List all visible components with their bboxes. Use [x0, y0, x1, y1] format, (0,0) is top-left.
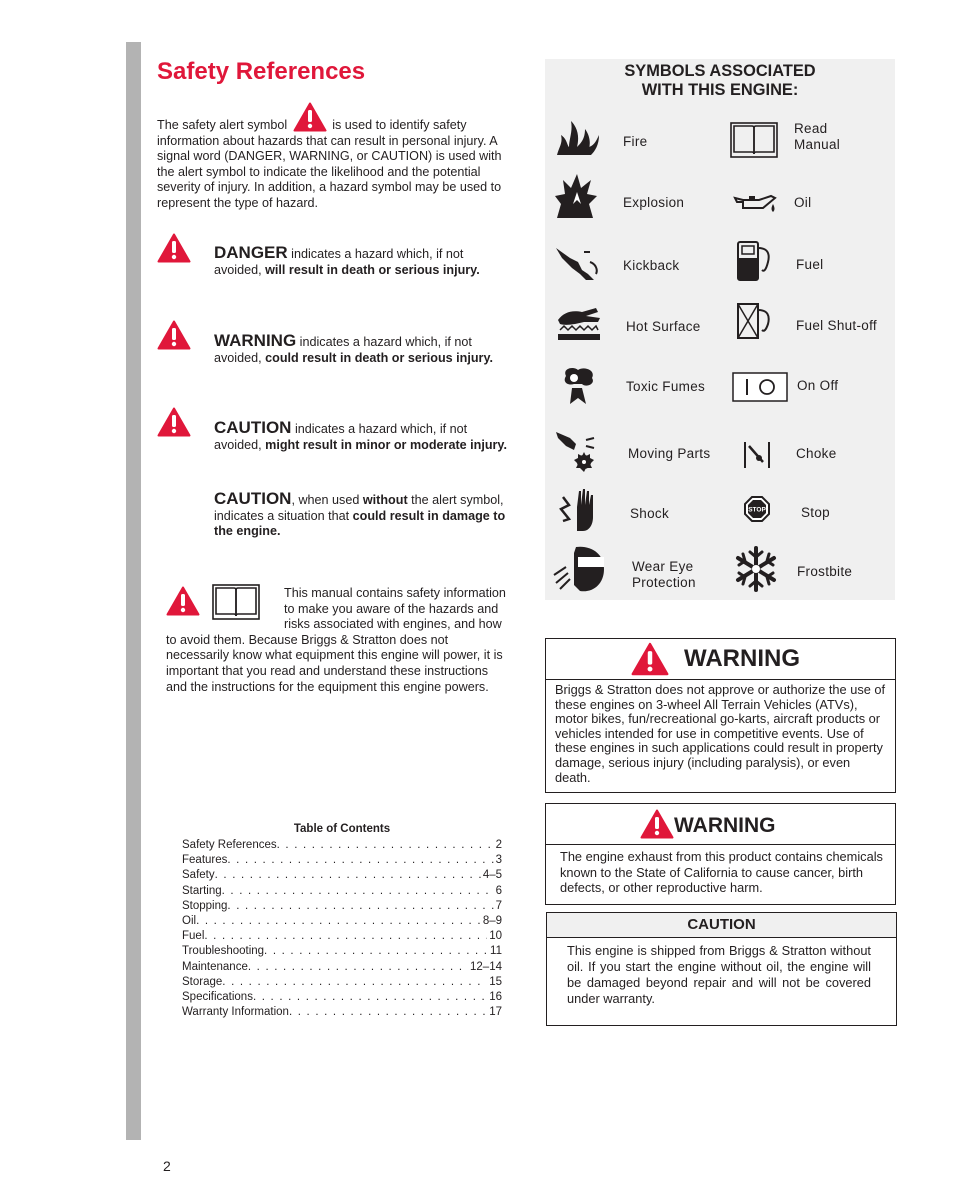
- caution-no-alert-definition: [214, 491, 508, 540]
- toc-page: 11: [490, 945, 502, 958]
- margin-bar: [126, 42, 141, 1140]
- wear-eye-protection-icon: [552, 545, 612, 593]
- symbols-title-line1: SYMBOLS ASSOCIATED: [624, 62, 816, 80]
- toc-leader-dots: [227, 899, 493, 914]
- stop-icon: [743, 495, 771, 523]
- warning-text: indicates a hazard which, if not avoided,: [214, 335, 472, 365]
- oil-icon: [733, 192, 777, 214]
- toc-leader-dots: [248, 960, 468, 975]
- label-read: Read: [794, 121, 828, 136]
- label-manual: Manual: [794, 137, 841, 152]
- caution2-consequence: could result in damage to the engine.: [214, 508, 506, 539]
- fuel-icon: [736, 240, 774, 282]
- toc-row: [182, 929, 502, 944]
- caution-alert-icon: [157, 407, 191, 437]
- toc-page: 8–9: [482, 915, 502, 928]
- toc-row: [182, 990, 502, 1005]
- safety-alert-icon: [293, 101, 327, 133]
- warning2-alert-icon: [640, 809, 674, 839]
- toc-label: Specifications: [182, 991, 253, 1004]
- label-shock: Shock: [630, 506, 670, 521]
- on-off-icon: [732, 372, 788, 402]
- label-explosion: Explosion: [623, 195, 685, 210]
- label-choke: Choke: [796, 446, 837, 461]
- toc-page: 17: [489, 1006, 502, 1019]
- caution-oil-text: This engine is shipped from Briggs & Stratton without oil. If you start the engine without oil, the engine will be damaged beyond repair and will not be covered under warranty.: [567, 943, 871, 1006]
- label-kickback: Kickback: [623, 258, 680, 273]
- caution-definition: [214, 420, 508, 453]
- frostbite-icon: [734, 546, 778, 592]
- toc-row: [182, 914, 502, 929]
- label-hot-surface: Hot Surface: [626, 319, 701, 334]
- label-oil: Oil: [794, 195, 812, 210]
- warning-word: WARNING: [214, 331, 297, 350]
- page-number: 2: [163, 1158, 171, 1174]
- toc-row: [182, 838, 502, 853]
- toc-leader-dots: [253, 990, 487, 1005]
- intro-paragraph: [157, 115, 511, 212]
- toc-row: [182, 975, 502, 990]
- caution2-text2: the alert symbol, indicates a situation that: [214, 493, 504, 523]
- toc-page: 12–14: [470, 960, 502, 973]
- label-stop: Stop: [801, 505, 830, 520]
- toc-label: Features: [182, 854, 228, 867]
- toc-row: [182, 960, 502, 975]
- warning2-header-word: WARNING: [674, 814, 776, 837]
- toc-label: Troubleshooting: [182, 945, 265, 958]
- warning-atv-text: Briggs & Stratton does not approve or authorize the use of these engines on 3-wheel All Terrain Vehicles (ATVs), motor bikes, fun/recreational go-karts, aircraft products or vehicles intended for use in competitive events. Use of these engines in such applications could result in property damage, serious injury (including paralysis), or even death.: [555, 682, 886, 785]
- toc-leader-dots: [227, 853, 493, 868]
- label-on-off: On Off: [797, 378, 839, 393]
- caution2-text1: , when used: [291, 493, 363, 507]
- toc-page: 10: [489, 930, 502, 943]
- toc-label: Starting: [182, 884, 222, 897]
- toc-row: [182, 868, 502, 883]
- hot-surface-icon: [556, 306, 602, 342]
- fire-icon: [555, 117, 601, 157]
- danger-definition: [214, 245, 508, 278]
- intro-text-before: The safety alert symbol: [157, 118, 288, 132]
- choke-icon: [743, 440, 771, 470]
- warning-header-word: WARNING: [684, 645, 800, 672]
- toc-label: Stopping: [182, 899, 228, 912]
- caution-word-2: CAUTION: [214, 489, 292, 508]
- toc-row: [182, 944, 502, 959]
- toc-leader-dots: [204, 929, 487, 944]
- toc-label: Oil: [182, 915, 197, 928]
- moving-parts-icon: [556, 428, 600, 472]
- toc-label: Fuel: [182, 930, 205, 943]
- toc-page: 2: [495, 839, 502, 851]
- toc-leader-dots: [289, 1005, 487, 1020]
- danger-consequence: will result in death or serious injury.: [265, 262, 480, 277]
- danger-alert-icon: [157, 233, 191, 263]
- toc-label: Safety References: [182, 839, 277, 851]
- symbols-title: [545, 62, 895, 100]
- danger-word: DANGER: [214, 243, 288, 262]
- intro-text-after: is used to identify safety information about hazards that can result in personal injury. A signal word (DANGER, WARNING, or CAUTION) is used with the alert symbol to indicate the likelihood and the potential severity of injury. In addition, a hazard symbol may be used to represent the type of hazard.: [157, 118, 502, 210]
- kickback-icon: [556, 244, 602, 282]
- toc-label: Maintenance: [182, 960, 248, 973]
- caution-text: indicates a hazard which, if not avoided,: [214, 422, 468, 452]
- toc-page: 3: [495, 854, 502, 867]
- caution-box-header: CAUTION: [547, 913, 896, 938]
- stop-sign-text: STOP: [748, 506, 766, 514]
- label-wear-eye: Wear Eye: [632, 559, 694, 574]
- fuel-shut-off-icon: [736, 302, 774, 340]
- toc-leader-dots: [215, 868, 481, 883]
- toc-row: [182, 853, 502, 868]
- read-manual-symbol-icon: [730, 120, 778, 158]
- manual-note-text: This manual contains safety information to make you aware of the hazards and risks associated with engines, and how to avoid them. Because Briggs & Stratton does not necessarily know what equipment this engine will power, it is important that you read and understand these instructions and the instructions for the equipment this engine powers.: [166, 586, 506, 694]
- explosion-icon: [555, 174, 599, 220]
- toc-leader-dots: [222, 884, 494, 899]
- caution-consequence: might result in minor or moderate injury.: [265, 437, 508, 452]
- toc-page: 7: [495, 899, 502, 912]
- label-toxic-fumes: Toxic Fumes: [626, 379, 706, 394]
- symbols-title-line2: WITH THIS ENGINE:: [641, 81, 799, 99]
- danger-text: indicates a hazard which, if not avoided,: [214, 247, 464, 277]
- toc-label: Warranty Information: [182, 1006, 289, 1019]
- toc-leader-dots: [222, 975, 487, 990]
- toc-page: 16: [489, 991, 502, 1004]
- page-title: Safety References: [157, 58, 366, 85]
- read-manual-icon: [212, 582, 260, 620]
- warning-prop65-text: The engine exhaust from this product contains chemicals known to the State of California to cause cancer, birth defects, or other reproductive harm.: [560, 849, 883, 896]
- toc-row: [182, 899, 502, 914]
- toc-leader-dots: [196, 914, 481, 929]
- shock-icon: [557, 487, 601, 533]
- toc-row: [182, 884, 502, 899]
- warning-header-alert-icon: [631, 642, 669, 676]
- manual-note: [166, 586, 506, 695]
- toc-page: 6: [495, 884, 502, 897]
- manual-note-icons: [166, 586, 284, 632]
- label-fuel-shut-off: Fuel Shut-off: [796, 318, 877, 333]
- toc-leader-dots: [264, 944, 488, 959]
- warning-box-prop65-header: [546, 804, 895, 845]
- toc-label: Safety: [182, 869, 215, 882]
- warning-box-atv-header: [546, 639, 895, 680]
- toxic-fumes-icon: [556, 366, 602, 406]
- toc-leader-dots: [277, 838, 494, 853]
- toc-page: 15: [489, 975, 502, 988]
- label-fire: Fire: [623, 134, 648, 149]
- table-of-contents: [182, 838, 502, 1020]
- warning-consequence: could result in death or serious injury.: [265, 350, 494, 365]
- toc-row: [182, 1005, 502, 1020]
- label-frostbite: Frostbite: [797, 564, 853, 579]
- toc-title: Table of Contents: [293, 823, 391, 835]
- alert-icon: [166, 586, 200, 616]
- label-moving-parts: Moving Parts: [628, 446, 711, 461]
- warning-alert-icon: [157, 320, 191, 350]
- label-fuel: Fuel: [796, 257, 824, 272]
- caution2-without: without: [362, 493, 408, 507]
- caution-word: CAUTION: [214, 418, 292, 437]
- toc-page: 4–5: [482, 869, 502, 882]
- warning-definition: [214, 333, 508, 366]
- label-protection: Protection: [632, 575, 696, 590]
- toc-label: Storage: [182, 975, 223, 988]
